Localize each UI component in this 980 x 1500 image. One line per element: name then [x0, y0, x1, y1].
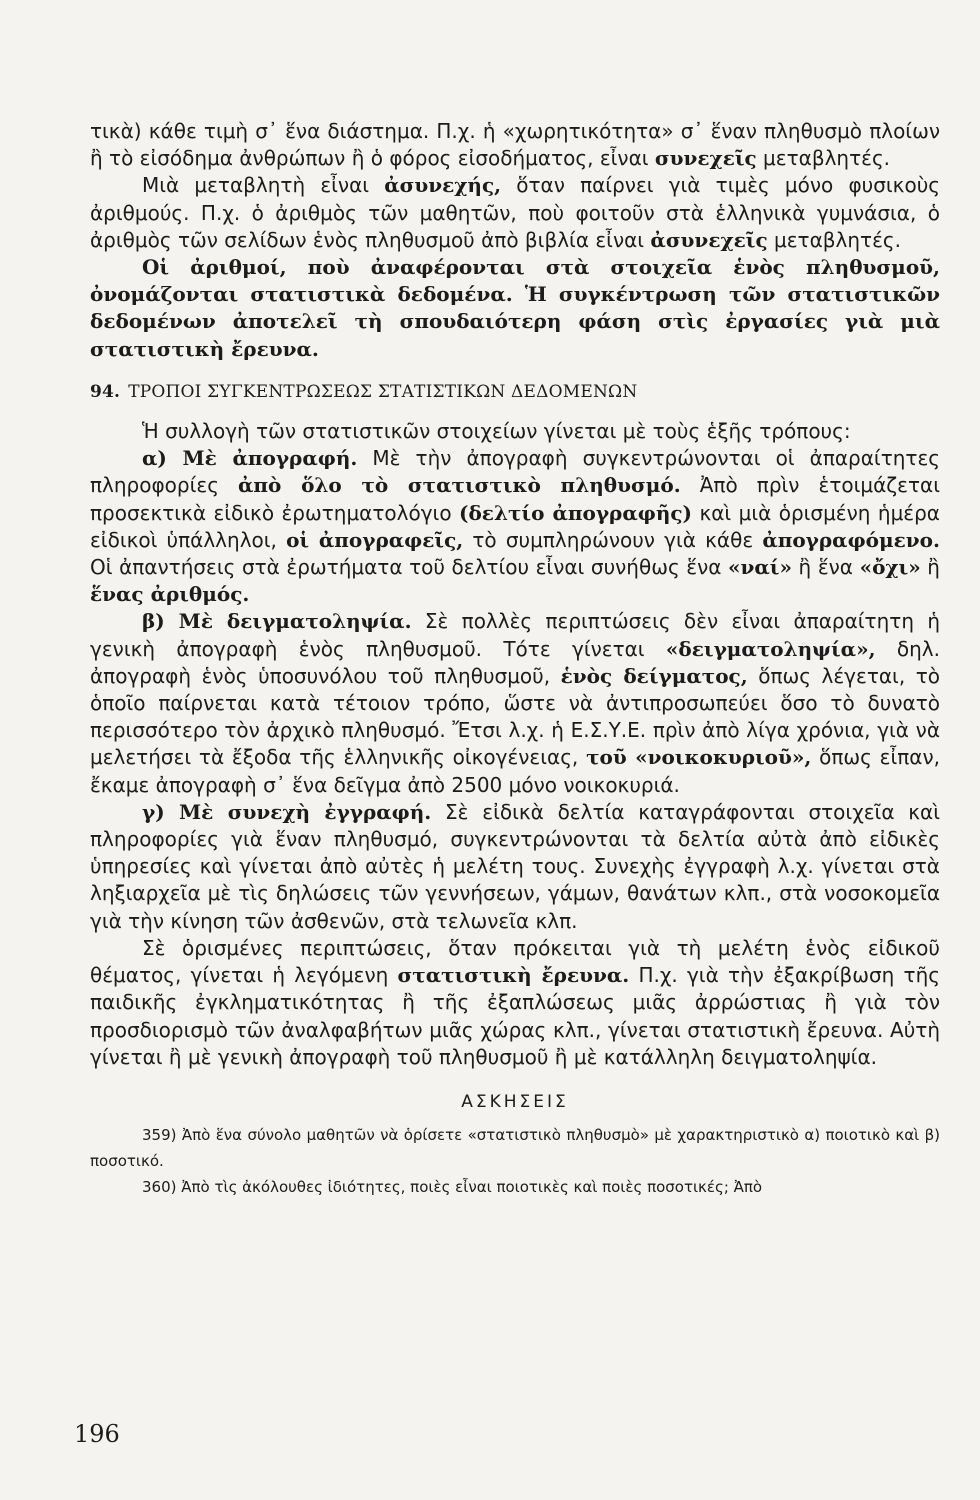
text-run: καὶ μιὰ ὁρισμένη ἡμέρα εἰδικοὶ ὑπάλληλοι,	[90, 500, 940, 552]
text-run: μεταβλητές.	[756, 146, 891, 171]
bold-term: α) Μὲ ἀπογραφή.	[142, 446, 358, 471]
bold-term: ἕνας ἀριθμός.	[90, 582, 250, 607]
bold-term: β) Μὲ δειγματοληψία.	[142, 609, 412, 634]
text-run: ἢ ἕνα	[791, 555, 860, 580]
text-run: ἢ	[920, 555, 940, 580]
paragraph-discrete-variables	[90, 172, 940, 254]
section-heading	[90, 379, 940, 406]
bold-term: ἀσυνεχεῖς	[650, 227, 768, 252]
text-run: Μιὰ μεταβλητὴ εἶναι	[142, 173, 385, 198]
bold-term: ἀσυνεχής,	[384, 173, 502, 198]
paragraph-sampling	[90, 608, 940, 798]
text-run: ὅταν παίρνει γιὰ τιμὲς μόνο φυσικοὺς ἀριθμούς. Π.χ. ὁ ἀριθμὸς τῶν μαθητῶν, ποὺ φοιτοῦν στὰ ἑλληνικὰ γυμνάσια, ὁ ἀριθμὸς τῶν σελίδων ἑνὸς πληθυσμοῦ ἀπὸ βιβλία εἶναι	[90, 173, 941, 252]
bold-term: οἱ ἀπογραφεῖς,	[286, 527, 464, 552]
bold-term: «ναί»	[728, 555, 792, 580]
text-run: Σὲ εἰδικὰ δελτία καταγράφονται στοιχεῖα καὶ πληροφορίες γιὰ ἕναν πληθυσμό, συγκεντρώνονται τὰ δελτία αὐτὰ ἀπὸ εἰδικὲς ὑπηρεσίες καὶ γίνεται ἀπὸ αὐτὲς ἡ μελέτη τους. Συνεχὴς ἐγγραφὴ λ.χ. γίνεται στὰ ληξιαρχεῖα μὲ τὶς δηλώσεις τῶν γεννήσεων, γάμων, θανάτων κλπ., στὰ νοσοκομεῖα γιὰ τὴν κίνηση τῶν ἀσθενῶν, στὰ τελωνεῖα κλπ.	[90, 799, 941, 933]
bold-term: ἀπὸ ὅλο τὸ στατιστικὸ πληθυσμό.	[238, 473, 681, 498]
page-number: 196	[74, 1420, 120, 1448]
bold-term: τοῦ «νοικοκυριοῦ»,	[586, 745, 812, 770]
section-number: 94.	[90, 381, 121, 402]
text-run: δηλ. ἀπογραφὴ ἑνὸς ὑποσυνόλου τοῦ πληθυσμοῦ,	[90, 636, 940, 688]
text-run: Μὲ τὴν ἀπογραφὴ συγκεντρώνονται οἱ ἀπαραίτητες πληροφορίες	[90, 446, 940, 498]
text-run: τὸ συμπληρώνουν γιὰ κάθε	[463, 527, 763, 552]
paragraph-statistical-data	[90, 254, 940, 363]
text-run: ὅπως λέγεται, τὸ ὁποῖο παίρνεται κατὰ τέτοιον τρόπο, ὥστε νὰ ἀντιπροσωπεύει ὅσο τὸ δυνατὸ περισσότερο τὸν ἀρχικὸ πληθυσμό. Ἔτσι λ.χ. ἡ Ε.Σ.Υ.Ε. πρὶν ἀπὸ λίγα χρόνια, γιὰ νὰ μελετήσει τὰ ἔξοδα τῆς ἑλληνικῆς οἰκογένειας,	[90, 663, 940, 770]
bold-term: ἀπογραφόμενο.	[762, 527, 940, 552]
bold-term: γ) Μὲ συνεχὴ ἐγγραφή.	[142, 799, 432, 824]
bold-term: (δελτίο ἀπογραφῆς)	[458, 500, 693, 525]
bold-term: συνεχεῖς	[654, 146, 757, 171]
bold-term: «ὄχι»	[859, 555, 921, 580]
body-text	[90, 118, 940, 1200]
bold-term: «δειγματοληψία»,	[665, 636, 876, 661]
text-run: ὅπως εἶπαν, ἔκαμε ἀπογραφὴ σ᾿ ἕνα δεῖγμα ἀπὸ 2500 μόνο νοικοκυριά.	[90, 745, 940, 797]
exercises-heading: ΑΣΚΗΣΕΙΣ	[461, 1091, 569, 1112]
text-run: μεταβλητές.	[767, 227, 901, 252]
exercise-359: 359) Ἀπὸ ἕνα σύνολο μαθητῶν νὰ ὁρίσετε «στατιστικὸ πληθυσμὸ» μὲ χαρακτηριστικὸ α) ποιοτικὸ καὶ β) ποσοτικό.	[90, 1126, 940, 1171]
paragraph-census	[90, 445, 940, 608]
section-title: ΤΡΟΠΟΙ ΣΥΓΚΕΝΤΡΩΣΕΩΣ ΣΤΑΤΙΣΤΙΚΩΝ ΔΕΔΟΜΕΝΩΝ	[128, 381, 638, 402]
bold-term: στατιστικὴ ἔρευνα.	[397, 963, 630, 988]
paragraph-continuous-registration	[90, 799, 940, 935]
paragraph-statistical-research	[90, 935, 940, 1071]
text-run: τικὰ) κάθε τιμὴ σ᾿ ἕνα διάστημα. Π.χ. ἡ «χωρητικότητα» σ᾿ ἕναν πληθυσμὸ πλοίων ἢ τὸ εἰσόδημα ἀνθρώπων ἢ ὁ φόρος εἰσοδήματος, εἶναι	[90, 119, 940, 171]
text-run: Οἱ ἀπαντήσεις στὰ ἐρωτήματα τοῦ δελτίου εἶναι συνήθως ἕνα	[90, 555, 729, 580]
text-run: Π.χ. γιὰ τὴν ἐξακρίβωση τῆς παιδικῆς ἐγκληματικότητας ἢ τῆς ἐξαπλώσεως μιᾶς ἀρρώστιας ἢ γιὰ τὸν προσδιορισμὸ τῶν ἀναλφαβήτων μιᾶς χώρας κλπ., γίνεται στατιστικὴ ἔρευνα. Αὐτὴ γίνεται ἢ μὲ γενικὴ ἀπογραφὴ τοῦ πληθυσμοῦ ἢ μὲ κατάλληλη δειγματοληψία.	[90, 963, 940, 1069]
text-run: Σὲ πολλὲς περιπτώσεις δὲν εἶναι ἀπαραίτητη ἡ γενικὴ ἀπογραφὴ ἑνὸς πληθυσμοῦ. Τότε γίνεται	[90, 609, 940, 661]
exercise-360: 360) Ἀπὸ τὶς ἀκόλουθες ἰδιότητες, ποιὲς εἶναι ποιοτικὲς καὶ ποιὲς ποσοτικές; Ἀπὸ	[142, 1178, 763, 1197]
paragraph-continuous-variables	[90, 118, 940, 172]
text-run: Σὲ ὁρισμένες περιπτώσεις, ὅταν πρόκειται γιὰ τὴ μελέτη ἑνὸς εἰδικοῦ θέματος, γίνεται ἡ λεγόμενη	[90, 935, 940, 988]
bold-term: ἑνὸς δείγματος,	[560, 663, 748, 688]
bold-statement: Οἱ ἀριθμοί, ποὺ ἀναφέρονται στὰ στοιχεῖα ἑνὸς πληθυσμοῦ, ὀνομάζονται στατιστικὰ δεδομένα. Ἡ συγκέντρωση τῶν στατιστικῶν δεδομένων ἀποτελεῖ τὴ σπουδαιότερη φάση στὶς ἐργασίες γιὰ μιὰ στατιστικὴ ἔρευνα.	[90, 255, 940, 361]
text-run: Ἡ συλλογὴ τῶν στατιστικῶν στοιχείων γίνεται μὲ τοὺς ἑξῆς τρόπους:	[142, 419, 851, 444]
paragraph-intro	[90, 418, 940, 445]
text-run: Ἀπὸ πρὶν ἑτοιμάζεται προσεκτικὰ εἰδικὸ ἐρωτηματολόγιο	[90, 473, 940, 525]
